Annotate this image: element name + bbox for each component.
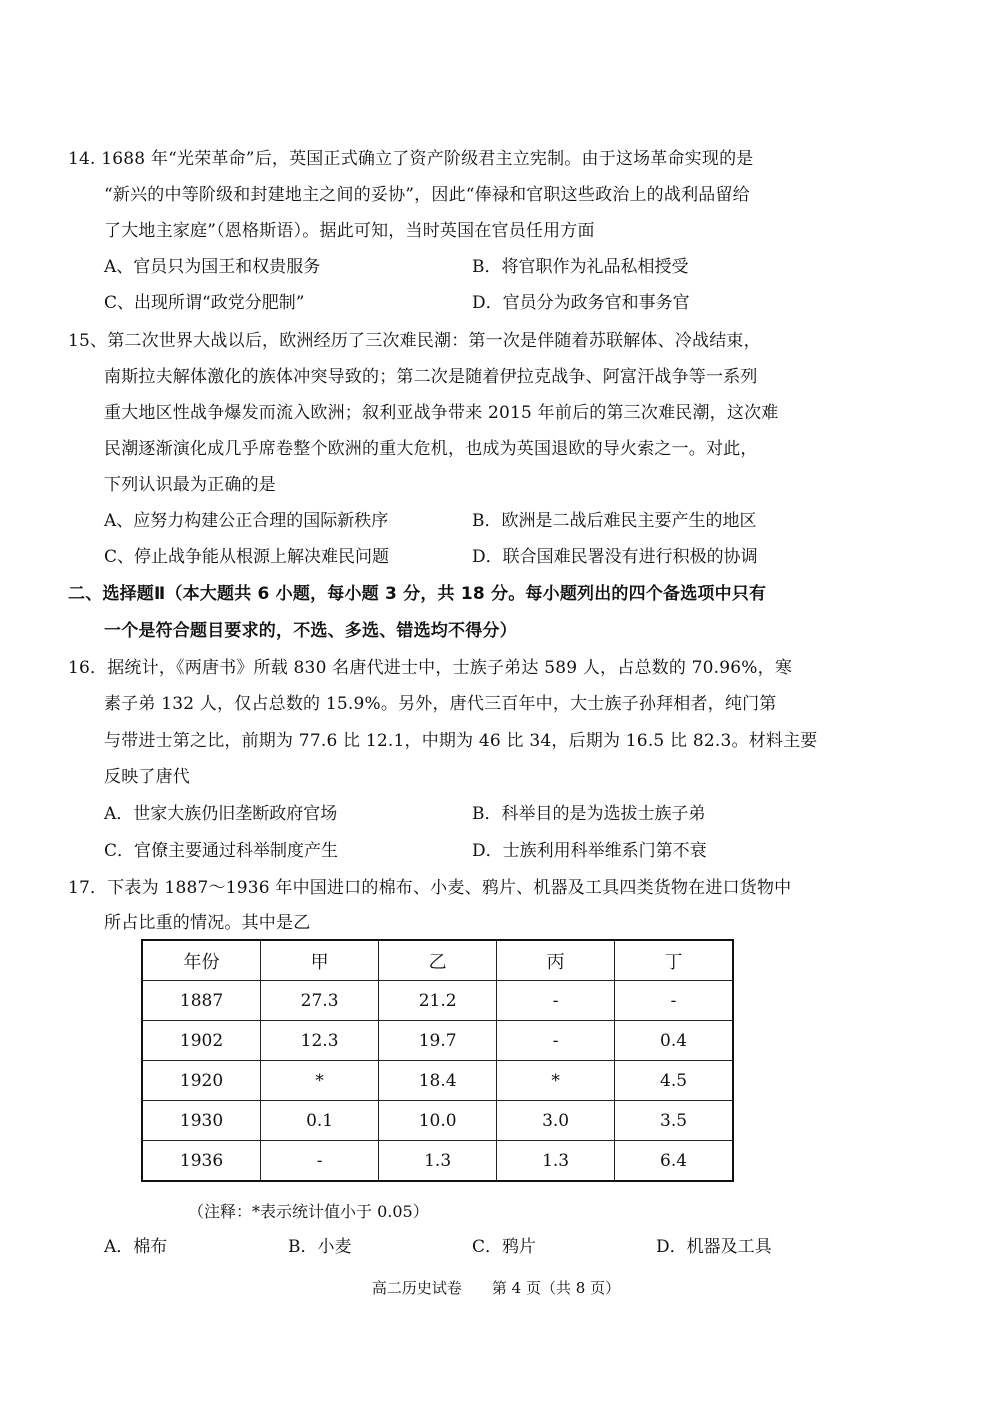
table-row [142,1101,733,1141]
table-header-cell: 甲 [261,940,379,981]
q17-option-d: D．机器及工具 [656,1237,772,1257]
table-cell: 1936 [142,1141,261,1182]
table-cell: 1887 [142,981,261,1021]
table-header-cell: 乙 [379,940,497,981]
table-header-cell: 年份 [142,940,261,981]
q15-option-c: C、停止战争能从根源上解决难民问题 [104,547,390,567]
section-2-heading: 二、选择题Ⅱ（本大题共 6 小题，每小题 3 分，共 18 分。每小题列出的四个备选项中只有 [68,584,767,604]
table-cell: 0.4 [615,1021,733,1061]
q14-option-d: D．官员分为政务官和事务官 [472,293,690,313]
q14-line-1: 14. 1688 年“光荣革命”后，英国正式确立了资产阶级君主立宪制。由于这场革命实现的是 [68,149,754,169]
q14-option-c: C、出现所谓“政党分肥制” [104,293,305,313]
table-header-cell: 丁 [615,940,733,981]
q14-option-a: A、官员只为国王和权贵服务 [104,257,321,277]
q16-line-2: 素子弟 132 人，仅占总数的 15.9%。另外，唐代三百年中，大士族子孙拜相者，纯门第 [104,694,777,714]
q16-option-b: B．科举目的是为选拔士族子弟 [472,804,706,824]
table-cell: - [497,1021,615,1061]
q16-option-d: D．士族利用科举维系门第不衰 [472,841,707,861]
table-cell: 19.7 [379,1021,497,1061]
table-cell: * [261,1061,379,1101]
q17-line-2: 所占比重的情况。其中是乙 [104,913,311,933]
page-footer: 高二历史试卷 第 4 页（共 8 页） [371,1279,621,1297]
q17-option-b: B．小麦 [288,1237,352,1257]
table-note: （注释：*表示统计值小于 0.05） [188,1202,429,1221]
table-header-row [142,940,733,981]
q15-option-a: A、应努力构建公正合理的国际新秩序 [104,511,389,531]
q15-line-1: 15、第二次世界大战以后，欧洲经历了三次难民潮：第一次是伴随着苏联解体、冷战结束， [68,331,761,351]
table-cell: 18.4 [379,1061,497,1101]
q14-line-2: “新兴的中等阶级和封建地主之间的妥协”，因此“俸禄和官职这些政治上的战利品留给 [104,185,750,205]
import-share-table [141,939,734,1182]
table-header-cell: 丙 [497,940,615,981]
table-cell: 1902 [142,1021,261,1061]
table-row [142,1061,733,1101]
q15-option-d: D．联合国难民署没有进行积极的协调 [472,547,758,567]
q14-option-b: B．将官职作为礼品私相授受 [472,257,689,277]
table-cell: 0.1 [261,1101,379,1141]
q14-line-3: 了大地主家庭”（恩格斯语）。据此可知，当时英国在官员任用方面 [104,221,595,241]
q15-line-5: 下列认识最为正确的是 [104,475,276,495]
table-row [142,1021,733,1061]
table-cell: 6.4 [615,1141,733,1182]
table-cell: 21.2 [379,981,497,1021]
q15-line-3: 重大地区性战争爆发而流入欧洲；叙利亚战争带来 2015 年前后的第三次难民潮，这次难 [104,403,779,423]
table-cell: - [497,981,615,1021]
table-cell: 12.3 [261,1021,379,1061]
table-cell: 1.3 [497,1141,615,1182]
q15-line-2: 南斯拉夫解体激化的族体冲突导致的；第二次是随着伊拉克战争、阿富汗战争等一系列 [104,367,758,387]
q16-option-c: C．官僚主要通过科举制度产生 [104,841,339,861]
q16-line-4: 反映了唐代 [104,767,190,787]
q16-line-1: 16．据统计，《两唐书》所载 830 名唐代进士中，士族子弟达 589 人，占总数的 70.96%，寒 [68,658,793,678]
section-2-heading-cont: 一个是符合题目要求的，不选、多选、错选均不得分） [104,621,517,641]
table-cell: 3.0 [497,1101,615,1141]
table-cell: 10.0 [379,1101,497,1141]
q17-line-1: 17．下表为 1887～1936 年中国进口的棉布、小麦、鸦片、机器及工具四类货物在进口货物中 [68,878,792,898]
q17-option-c: C．鸦片 [472,1237,537,1257]
table-cell: * [497,1061,615,1101]
table-cell: 3.5 [615,1101,733,1141]
q15-line-4: 民潮逐渐演化成几乎席卷整个欧洲的重大危机，也成为英国退欧的导火索之一。对此， [104,439,758,459]
q17-option-a: A．棉布 [104,1237,168,1257]
q16-line-3: 与带进士第之比，前期为 77.6 比 12.1，中期为 46 比 34，后期为 16.5 比 82.3。材料主要 [104,731,818,751]
table-cell: 27.3 [261,981,379,1021]
table-cell: - [261,1141,379,1182]
table-cell: - [615,981,733,1021]
table-row [142,1141,733,1182]
q15-option-b: B．欧洲是二战后难民主要产生的地区 [472,511,757,531]
table-row [142,981,733,1021]
table-cell: 1.3 [379,1141,497,1182]
table-cell: 1930 [142,1101,261,1141]
table-cell: 4.5 [615,1061,733,1101]
q16-option-a: A．世家大族仍旧垄断政府官场 [104,804,338,824]
table-cell: 1920 [142,1061,261,1101]
